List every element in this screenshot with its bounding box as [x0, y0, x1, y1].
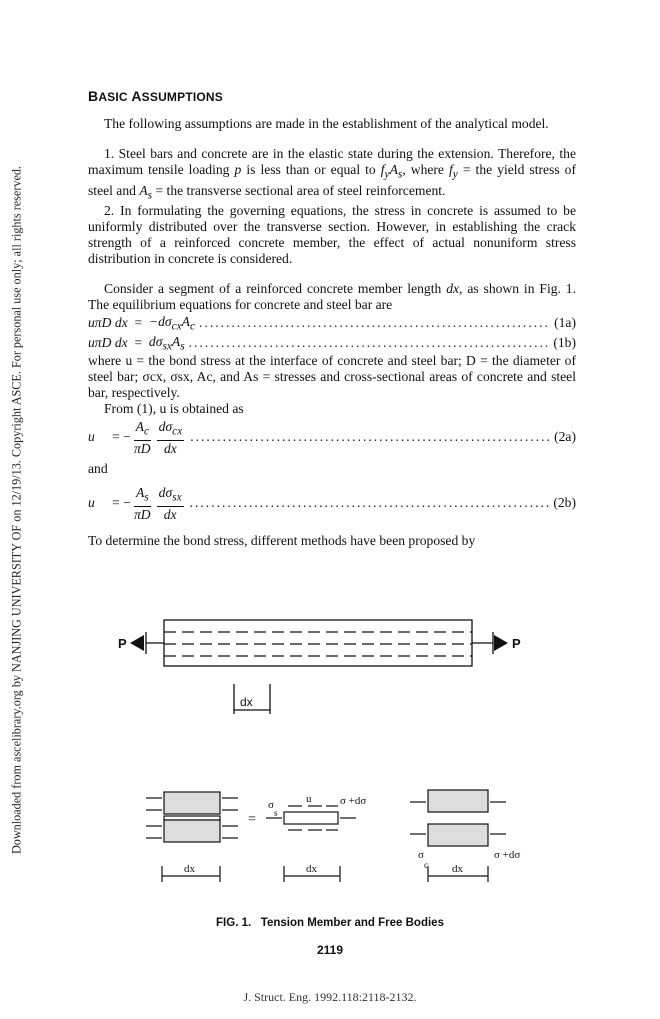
label-dx-2: dx — [306, 863, 317, 875]
equation-1b: uπD dx = $d\sigma_{sx}A_s$ ..... (1b) — [88, 333, 576, 353]
label-sigma-c: σ — [418, 849, 424, 861]
paper-body — [88, 88, 576, 549]
from-paragraph: From (1), u is obtained as — [104, 401, 244, 417]
equation-1a: uπD dx = $-d\sigma_{cx}A_c$ ..... (1a) — [88, 313, 576, 333]
download-notice-text: Downloaded from ascelibrary.org by NANJING UNIVERSITY OF on 12/19/13. Copyright ASCE. For personal use only; all rights reserved. — [9, 165, 24, 855]
citation-footer: J. Struct. Eng. 1992.118:2118-2132. — [243, 990, 417, 1004]
label-p-right: P — [512, 636, 521, 651]
where-paragraph: where u = the bond stress at the interface of concrete and steel bar; D = the diameter of steel bar; σcx, σsx, Ac, and As = stresses and cross-sectional areas of concrete and steel bar, respectively. — [88, 353, 576, 401]
figure-1 — [88, 612, 576, 912]
label-sigma-s: σ — [268, 799, 274, 811]
assumption-1: 1. Steel bars and concrete are in the elastic state during the extension. Therefore, the maximum tensile loading p is less than or equal to $f_yA_s$, where $f_y$ = the yield stress of steel and $A_s$ = the transverse sectional area of steel reinforcement. — [88, 146, 576, 202]
label-u: u — [306, 793, 312, 805]
equation-2b-number: (2b) — [553, 495, 576, 511]
left-arrow-icon — [130, 635, 144, 651]
tension-member — [146, 620, 493, 666]
equation-2a-number: (2a) — [554, 429, 576, 445]
label-dx-3: dx — [452, 863, 463, 875]
equation-1b-number: (1b) — [553, 335, 576, 351]
equation-2b: u = − $\frac{A_s}{\pi D}$ $\frac{d\sigma_{sx}}{dx}$ ..... (2b) — [88, 483, 576, 523]
right-arrow-icon — [494, 635, 508, 651]
label-sigma-s-d: σ +dσ — [340, 795, 367, 807]
equation-1a-number: (1a) — [554, 315, 576, 331]
label-s-sub: s — [274, 808, 278, 818]
sidebar-download-notice — [0, 0, 34, 1019]
assumption-2: 2. In formulating the governing equations, the stress in concrete is assumed to be uniformly distributed over the transverse section. However, in establishing the crack strength of a reinforced concrete member, the effect of actual nonuniform stress distribution in concrete is considered. — [88, 203, 576, 267]
page-number: 2119 — [316, 943, 344, 957]
label-dx-1: dx — [184, 863, 195, 875]
free-body-concrete — [410, 790, 506, 846]
free-body-steel — [266, 806, 356, 830]
equation-2a: u = − $\frac{A_c}{\pi D}$ $\frac{d\sigma_{cx}}{dx}$ ..... (2a) — [88, 417, 576, 457]
svg-text:=: = — [248, 812, 256, 827]
consider-paragraph: Consider a segment of a reinforced concrete member length dx, as shown in Fig. 1. The equilibrium equations for concrete and steel bar are — [88, 281, 577, 313]
determine-paragraph: To determine the bond stress, different methods have been proposed by — [88, 533, 476, 549]
label-p-left: P — [118, 636, 127, 651]
intro-paragraph: The following assumptions are made in the establishment of the analytical model. — [104, 116, 549, 131]
dx-brackets-bottom — [162, 866, 488, 882]
section-heading: BASIC ASSUMPTIONS — [88, 88, 223, 104]
label-c-sub: c — [424, 860, 428, 870]
free-body-concrete-steel — [146, 792, 238, 842]
figure-caption: FIG. 1. Tension Member and Free Bodies — [216, 917, 444, 929]
label-sigma-c-d: σ +dσ — [494, 849, 521, 861]
and-text: and — [88, 461, 108, 477]
label-dx-top: dx — [240, 695, 253, 709]
